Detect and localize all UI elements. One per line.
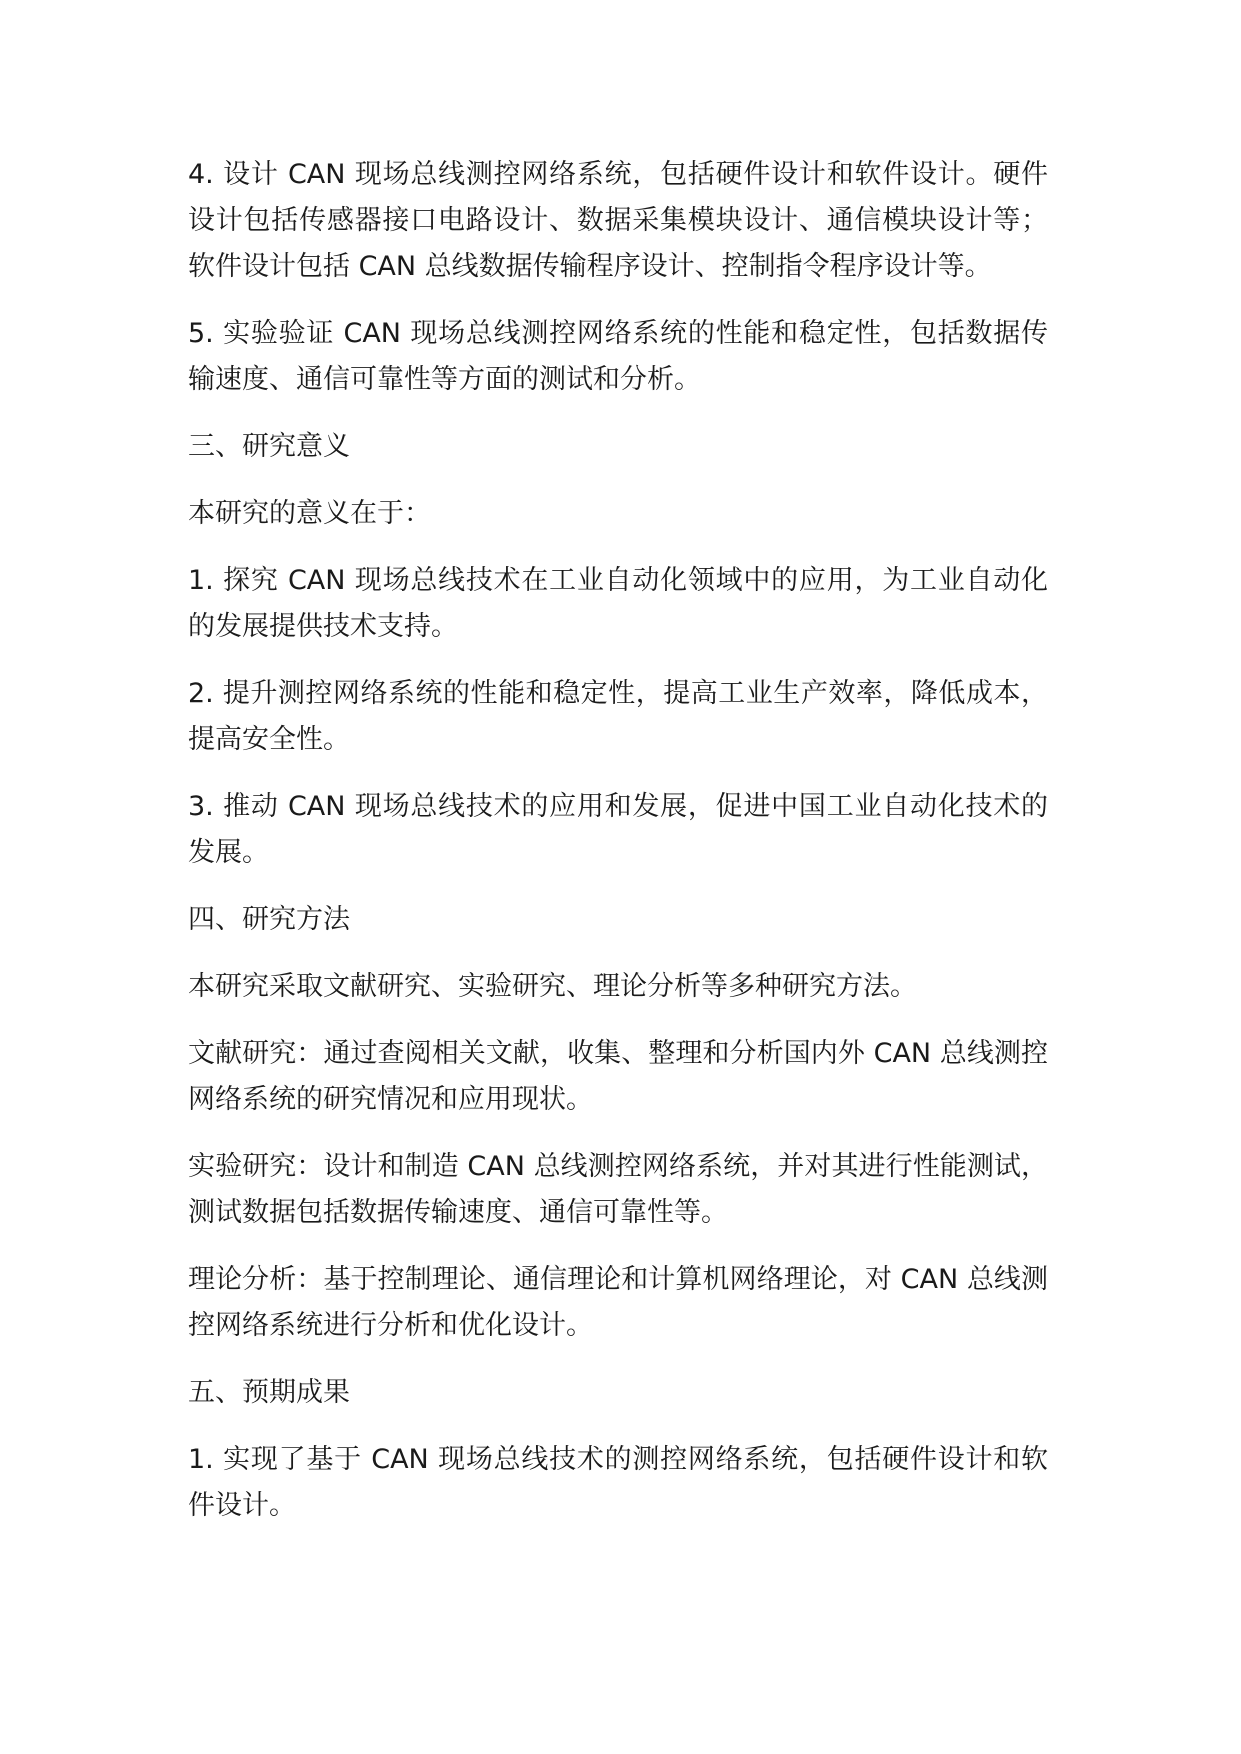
paragraph-experimental-research: 实验研究：设计和制造 CAN 总线测控网络系统，并对其进行性能测试，测试数据包括数据传输速度、通信可靠性等。 [188, 1151, 1048, 1228]
list-item-significance-3: 3. 推动 CAN 现场总线技术的应用和发展，促进中国工业自动化技术的发展。 [188, 791, 1048, 868]
paragraph-theoretical-analysis: 理论分析：基于控制理论、通信理论和计算机网络理论，对 CAN 总线测控网络系统进行分析和优化设计。 [188, 1264, 1048, 1341]
paragraph-significance-intro: 本研究的意义在于： [188, 498, 431, 529]
list-item-experiment: 5. 实验验证 CAN 现场总线测控网络系统的性能和稳定性，包括数据传输速度、通信可靠性等方面的测试和分析。 [188, 318, 1048, 395]
section-heading-expected-results: 五、预期成果 [188, 1377, 350, 1408]
section-heading-methods: 四、研究方法 [188, 904, 350, 935]
document-body [188, 152, 1048, 1550]
list-item-significance-1: 1. 探究 CAN 现场总线技术在工业自动化领域中的应用，为工业自动化的发展提供技术支持。 [188, 565, 1048, 642]
list-item-design: 4. 设计 CAN 现场总线测控网络系统，包括硬件设计和软件设计。硬件设计包括传感器接口电路设计、数据采集模块设计、通信模块设计等；软件设计包括 CAN 总线数据传输程序设计、控制指令程序设计等。 [188, 159, 1048, 282]
paragraph-methods-intro: 本研究采取文献研究、实验研究、理论分析等多种研究方法。 [188, 971, 917, 1002]
paragraph-literature-research: 文献研究：通过查阅相关文献，收集、整理和分析国内外 CAN 总线测控网络系统的研究情况和应用现状。 [188, 1038, 1048, 1115]
section-heading-significance: 三、研究意义 [188, 431, 350, 462]
list-item-significance-2: 2. 提升测控网络系统的性能和稳定性，提高工业生产效率，降低成本，提高安全性。 [188, 678, 1048, 755]
list-item-result-1: 1. 实现了基于 CAN 现场总线技术的测控网络系统，包括硬件设计和软件设计。 [188, 1444, 1048, 1521]
